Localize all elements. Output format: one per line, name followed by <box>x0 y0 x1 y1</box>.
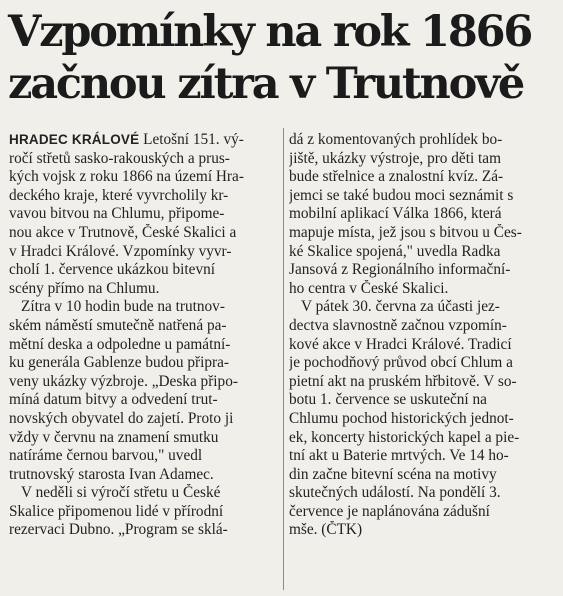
article-line: míná datum bitvy a odvedení trut- <box>9 391 218 409</box>
article-line: je pochodňový průvod obcí Chlum a <box>289 354 513 372</box>
article-line: V neděli si výročí střetu u České <box>21 484 221 502</box>
article-line: v Hradci Králové. Vzpomínky vyvr- <box>9 242 232 260</box>
article-headline <box>0 6 563 110</box>
article-line: ké Skalice spojená," uvedla Radka <box>289 242 501 260</box>
article-column-left <box>9 131 280 540</box>
article-line: dectva slavnostně začnou vzpomín- <box>289 316 507 334</box>
article-line: mětní deska a odpoledne u památní- <box>9 335 231 353</box>
article-line: vždy v červnu na znamení smutku <box>9 428 219 446</box>
article-line: pietní akt na pruském hřbitově. V so- <box>289 372 517 390</box>
article-line: ek, koncerty historických kapel a pie- <box>289 428 520 446</box>
article-line: mobilní aplikací Válka 1866, která <box>289 205 502 223</box>
article-line: mapuje místa, jež jsou s bitvou u Čes- <box>289 223 522 241</box>
article-line: cholí 1. července ukázkou bitevní <box>9 261 216 279</box>
dateline: HRADEC KRÁLOVÉ <box>9 132 140 147</box>
article-line: scény přímo na Chlumu. <box>9 279 160 297</box>
article-line: bude střelnice a znalostní kvíz. Zá- <box>289 168 504 186</box>
article-line: botu 1. července se uskuteční na <box>289 391 487 409</box>
article-line: Jansová z Regionálního informační- <box>289 261 511 279</box>
headline-line-1: Vzpomínky na rok 1866 <box>8 7 532 57</box>
headline-line-2: začnou zítra v Trutnově <box>8 59 524 109</box>
column-divider <box>283 128 284 590</box>
article-column-right <box>289 131 557 540</box>
article-line: Zítra v 10 hodin bude na trutnov- <box>21 298 225 316</box>
article-line: V pátek 30. června za účasti jez- <box>301 298 500 316</box>
article-line: skutečných událostí. Na pondělí 3. <box>289 484 501 502</box>
article-line <box>9 131 280 150</box>
article-line: července je naplánována zádušní <box>289 502 490 520</box>
article-line: kých vojsk z roku 1866 na území Hra- <box>9 168 244 186</box>
article-line: trutnovský starosta Ivan Adamec. <box>9 465 214 483</box>
article-line: jemci se také budou moci seznámit s <box>289 186 514 204</box>
article-line: ročí střetů sasko-rakouských a prus- <box>9 149 230 167</box>
article-line: ku generála Gablenze budou připra- <box>9 354 230 372</box>
article-line: ském náměstí smutečně natřená pa- <box>9 316 227 334</box>
article-line: ho centra v České Skalici. <box>289 279 449 297</box>
article-line: kové akce v Hradci Králové. Tradicí <box>289 335 512 353</box>
article-line: din začne bitevní scéna na motivy <box>289 465 497 483</box>
article-line: Chlumu pochod historických jednot- <box>289 409 514 427</box>
article-line: vavou bitvou na Chlumu, připome- <box>9 205 225 223</box>
article-line: mše. (ČTK) <box>289 521 363 539</box>
article-line: tní akt u Baterie mrtvých. Ve 14 ho- <box>289 447 509 465</box>
article-line: nou akce v Trutnově, České Skalici a <box>9 223 237 241</box>
article-line: novských obyvatel do zajetí. Proto ji <box>9 409 234 427</box>
article-line: Skalice připomenou lidé v přírodní <box>9 502 224 520</box>
article-line: natíráme černou barvou," uvedl <box>9 447 203 465</box>
article-line: dá z komentovaných prohlídek bo- <box>289 131 503 148</box>
article-line: deckého kraje, které vyvrcholily kr- <box>9 186 229 204</box>
article-line: rezervaci Dubno. „Program se sklá- <box>9 521 228 539</box>
article-line: jiště, ukázky výstroje, pro děti tam <box>289 149 501 167</box>
article-line: veny ukázky výzbroje. „Deska připo- <box>9 372 238 390</box>
article-line-text: Letošní 151. vý- <box>143 131 244 148</box>
